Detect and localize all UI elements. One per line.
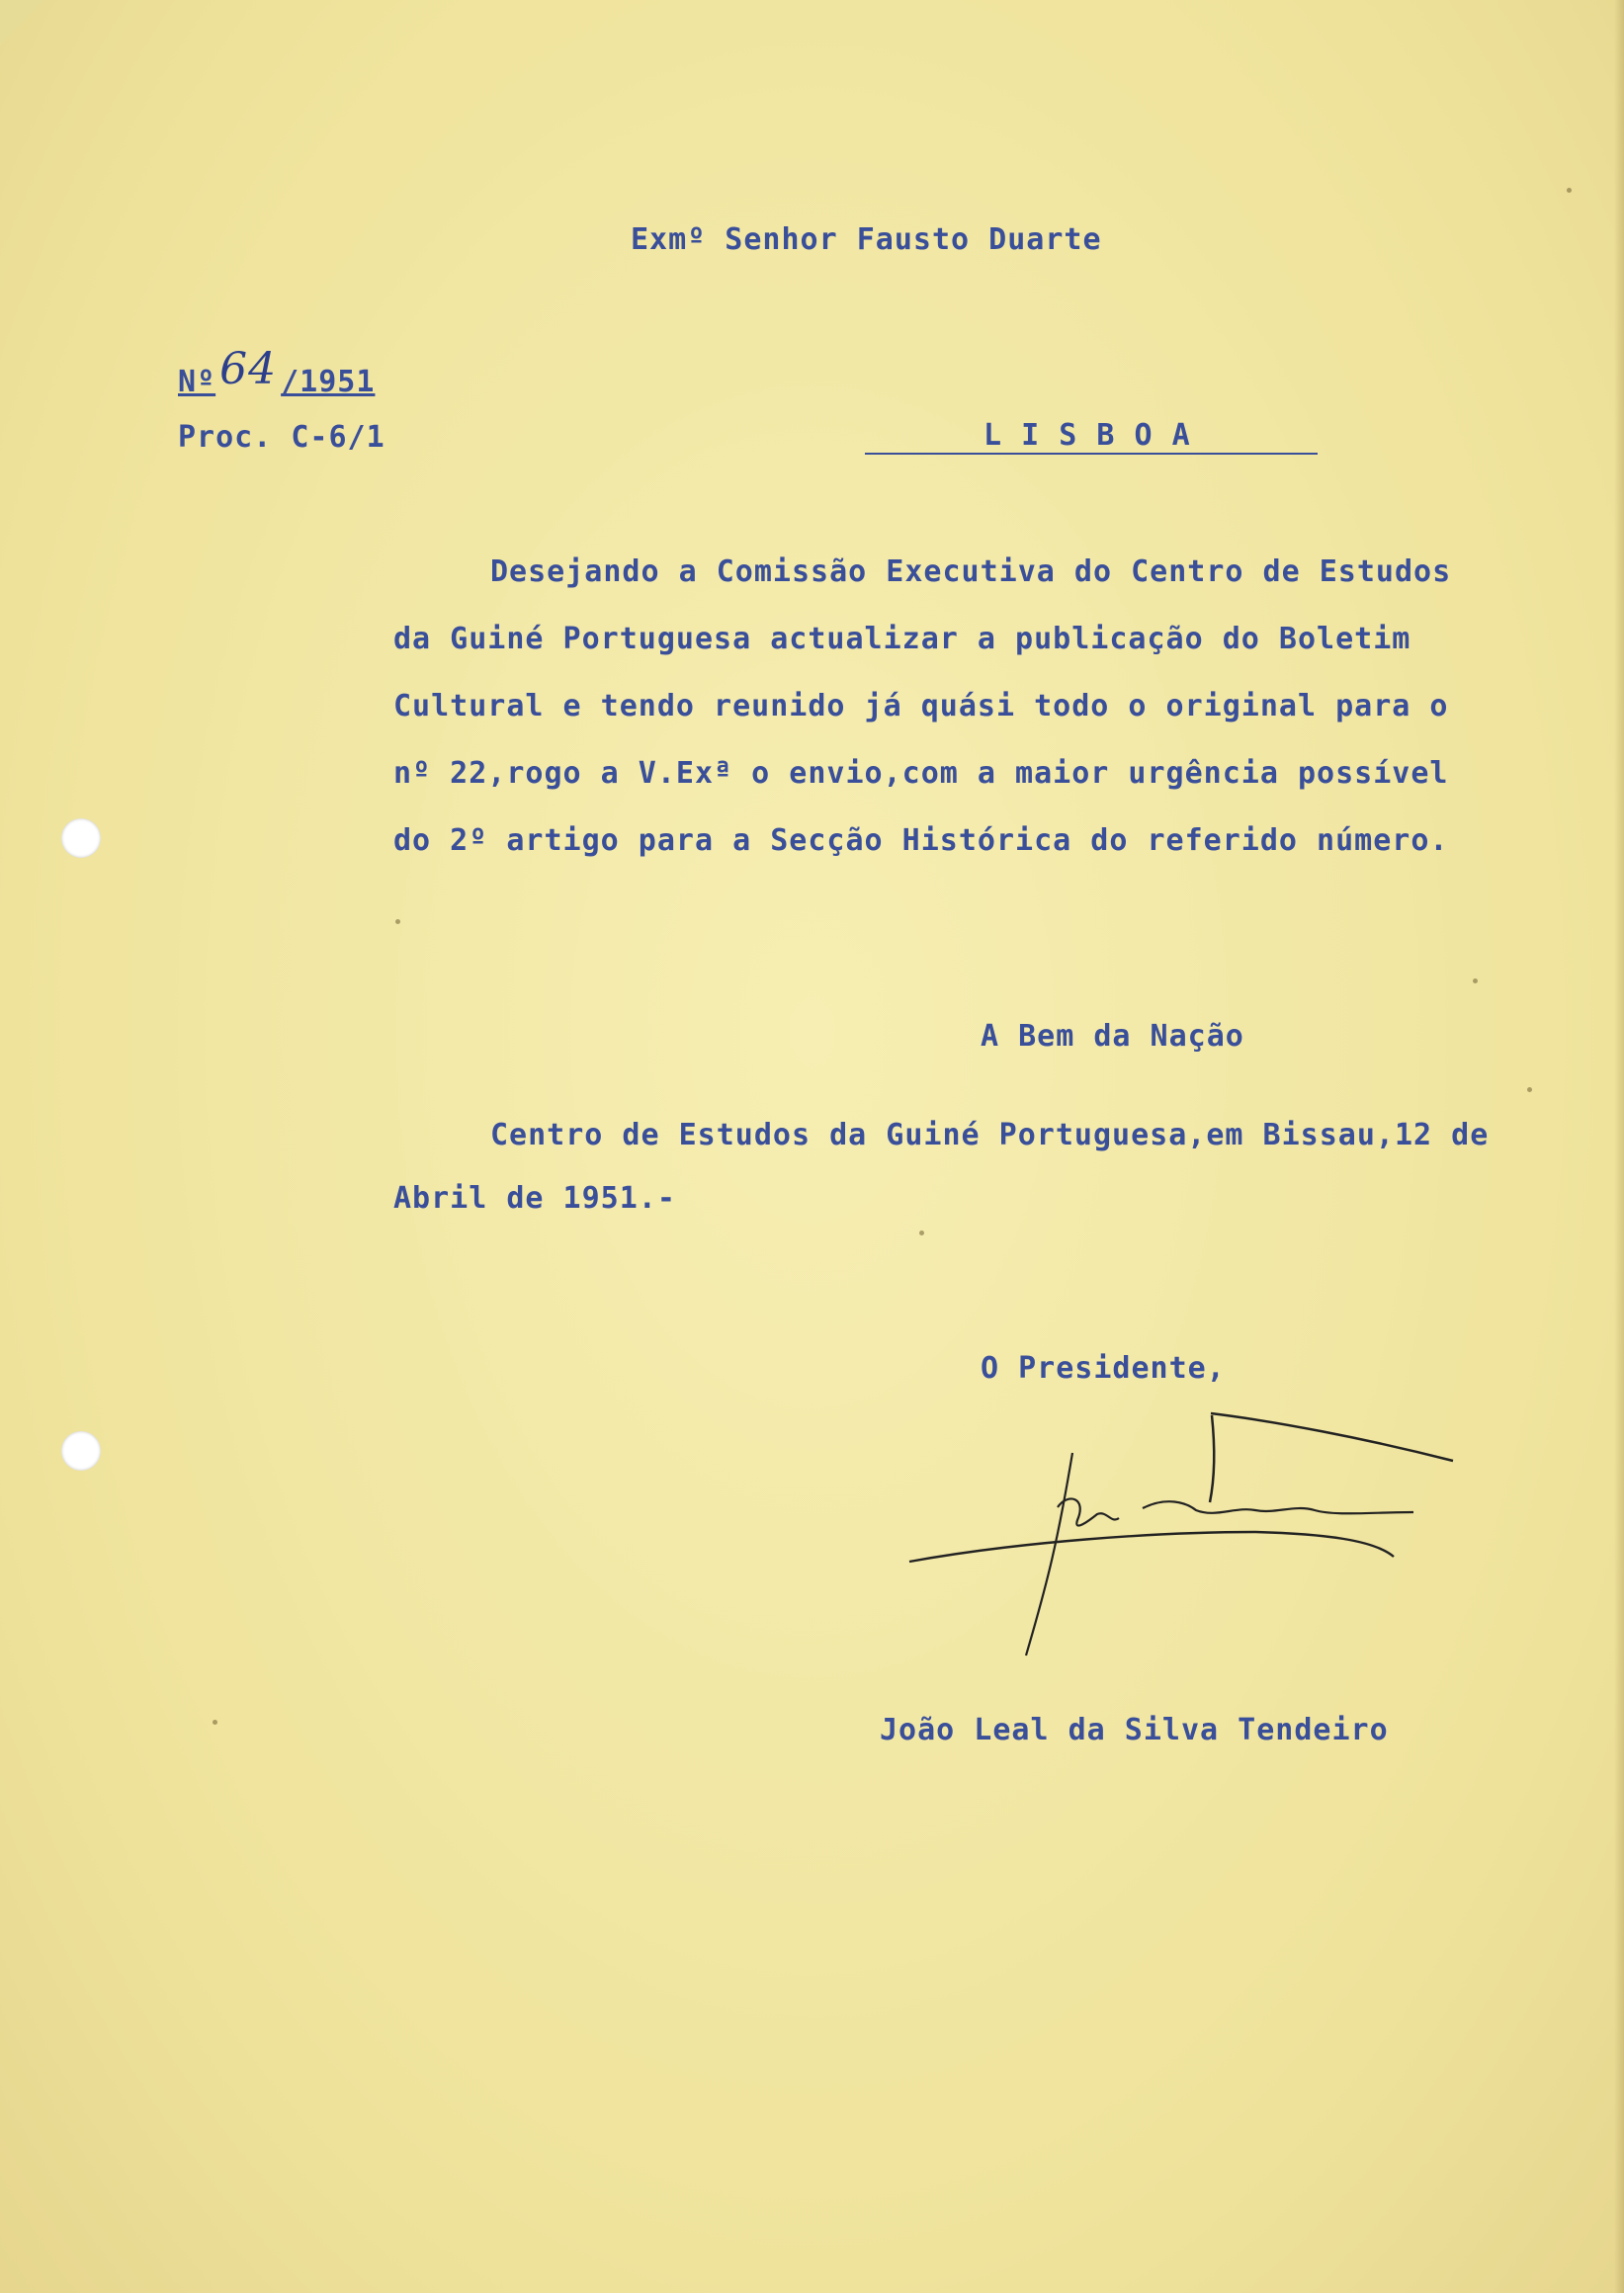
body-line-3: Cultural e tendo reunido já quási todo o original para o [393, 689, 1449, 723]
process-number: Proc. C-6/1 [178, 420, 385, 455]
body-line-4: nº 22,rogo a V.Exª o envio,com a maior urgência possível [393, 756, 1449, 791]
reference-prefix: Nº [178, 365, 216, 399]
paper-speck [213, 1720, 217, 1725]
punch-hole-top [61, 818, 101, 858]
place-date-line-1: Centro de Estudos da Guiné Portuguesa,em Bissau,12 de [490, 1118, 1490, 1152]
reference-year: /1951 [281, 365, 376, 399]
place-date-line-2: Abril de 1951.- [393, 1181, 676, 1216]
closing-formula: A Bem da Nação [981, 1019, 1244, 1054]
punch-hole-bottom [61, 1431, 101, 1471]
paper-speck [395, 919, 400, 924]
signatory-title: O Presidente, [981, 1351, 1226, 1386]
paper-speck [1567, 188, 1572, 193]
body-line-5: do 2º artigo para a Secção Histórica do referido número. [393, 823, 1449, 858]
city-line: L I S B O A [983, 418, 1191, 453]
body-line-1: Desejando a Comissão Executiva do Centro de Estudos [490, 554, 1452, 589]
paper-speck [919, 1231, 924, 1235]
body-line-2: da Guiné Portuguesa actualizar a publicação do Boletim [393, 622, 1411, 656]
paper-speck [1473, 978, 1478, 983]
reference-number [178, 344, 376, 399]
folded-corner [0, 0, 45, 45]
addressee: Exmº Senhor Fausto Duarte [631, 222, 1102, 257]
paper-speck [1527, 1087, 1532, 1092]
handwritten-signature [899, 1394, 1473, 1670]
paper-edge-shadow [1614, 0, 1624, 2293]
handwritten-number: 64 [219, 344, 278, 394]
signatory-name: João Leal da Silva Tendeiro [880, 1713, 1389, 1747]
city-underline [865, 453, 1318, 455]
